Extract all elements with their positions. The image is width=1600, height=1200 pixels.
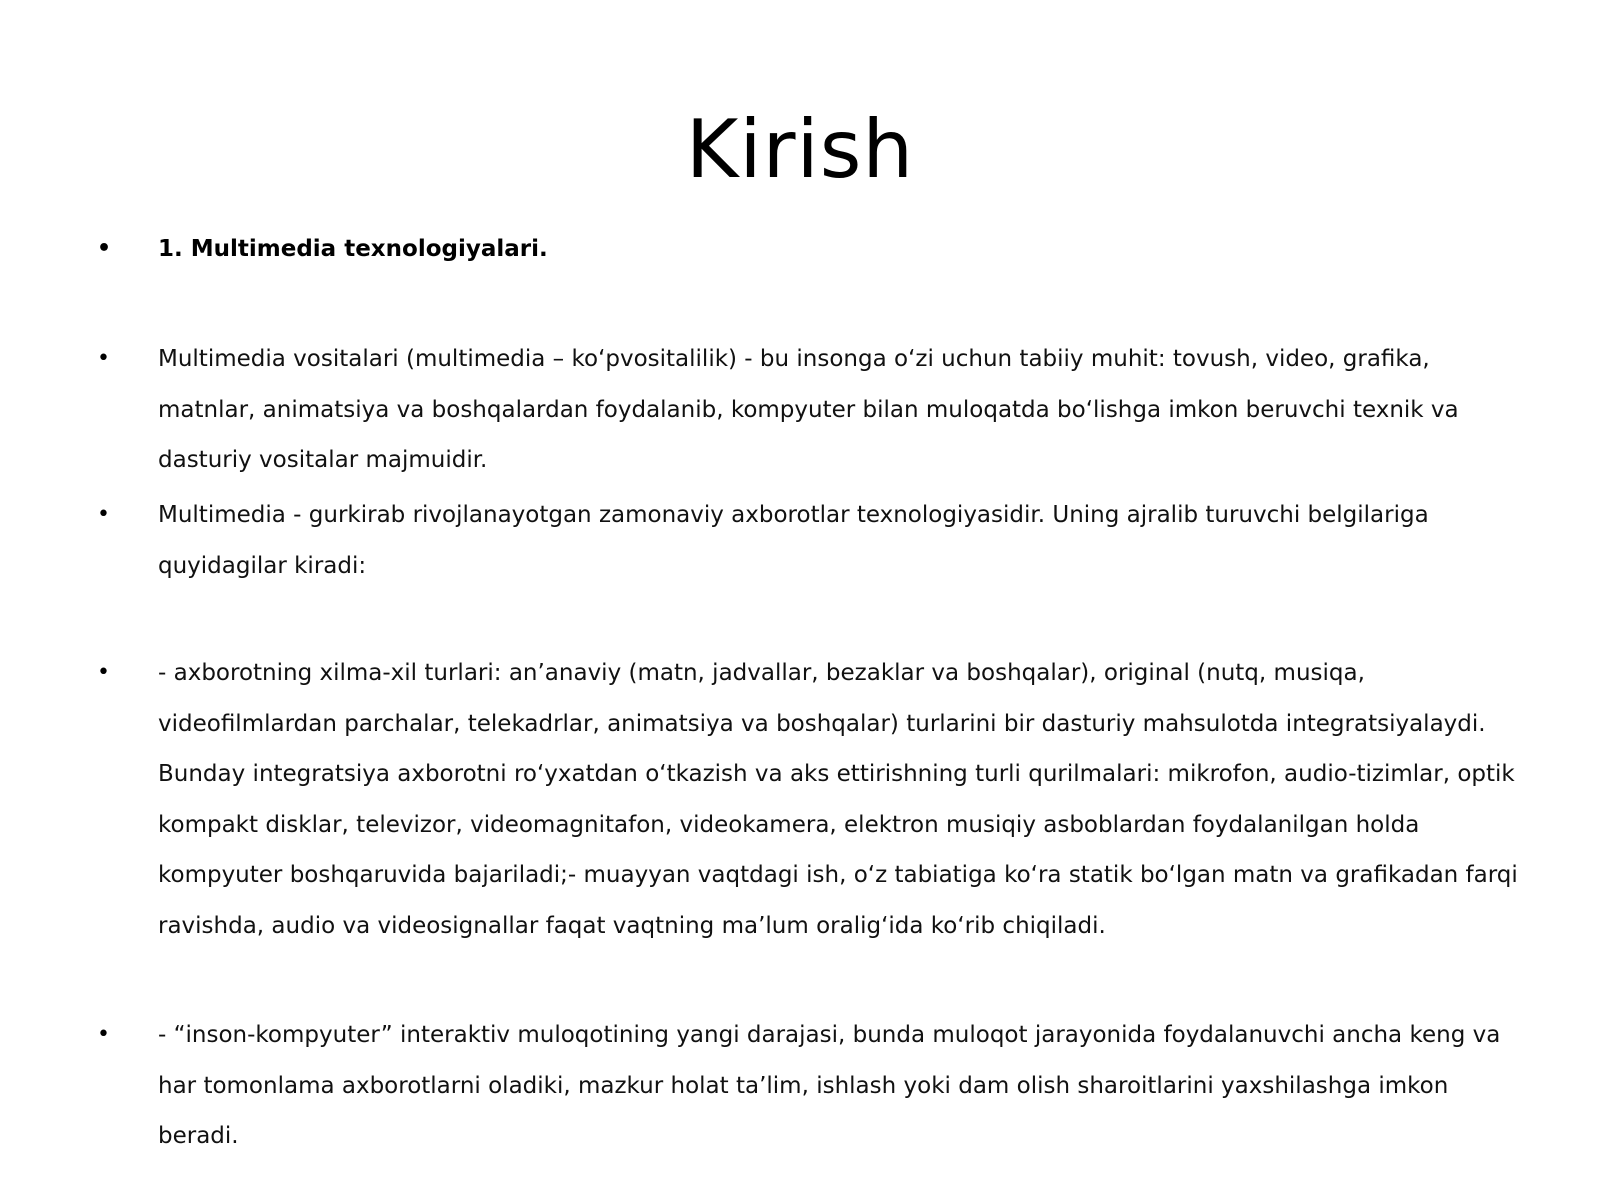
bullet-item: • Multimedia - gurkirab rivojlanayotgan zamonaviy axborotlar texnologiyasidir. Uning ajralib turuvchi belgilariga quyidagilar kiradi: (158, 490, 1528, 591)
bullet-item: • 1. Multimedia texnologiyalari. (158, 224, 1528, 275)
slide-title: Kirish (685, 103, 915, 196)
bullet-item: • Multimedia vositalari (multimedia – ko‘pvositalilik) - bu insonga o‘zi uchun tabiiy muhit: tovush, video, grafika, matnlar, animatsiya va boshqalardan foydalanib, kompyuter bilan muloqatda bo‘lishga imkon beruvchi texnik va dasturiy vositalar majmuidir. (158, 334, 1528, 486)
bullet-item: • - axborotning xilma-xil turlari: an’anaviy (matn, jadvallar, bezaklar va boshqalar), original (nutq, musiqa, videofilmlardan parchalar, telekadrlar, animatsiya va boshqalar) turlarini bir dasturiy mahsulotda integratsiyalaydi. Bunday integratsiya axborotni ro‘yxatdan o‘tkazish va aks ettirishning turli qurilmalari: mikrofon, audio-tizimlar, optik kompakt disklar, televizor, videomagnitafon, videokamera, elektron musiqiy asboblardan foydalanilgan holda kompyuter boshqaruvida bajariladi;- muayyan vaqtdagi ish, o‘z tabiatiga ko‘ra statik bo‘lgan matn va grafikadan farqi ravishda, audio va videosignallar faqat vaqtning ma’lum oralig‘ida ko‘rib chiqiladi. (158, 648, 1528, 951)
bullet-item: • - “inson-kompyuter” interaktiv muloqotining yangi darajasi, bunda muloqot jarayonida foydalanuvchi ancha keng va har tomonlama axborotlarni oladiki, mazkur holat ta’lim, ishlash yoki dam olish sharoitlarini yaxshilashga imkon beradi. (158, 1010, 1528, 1162)
